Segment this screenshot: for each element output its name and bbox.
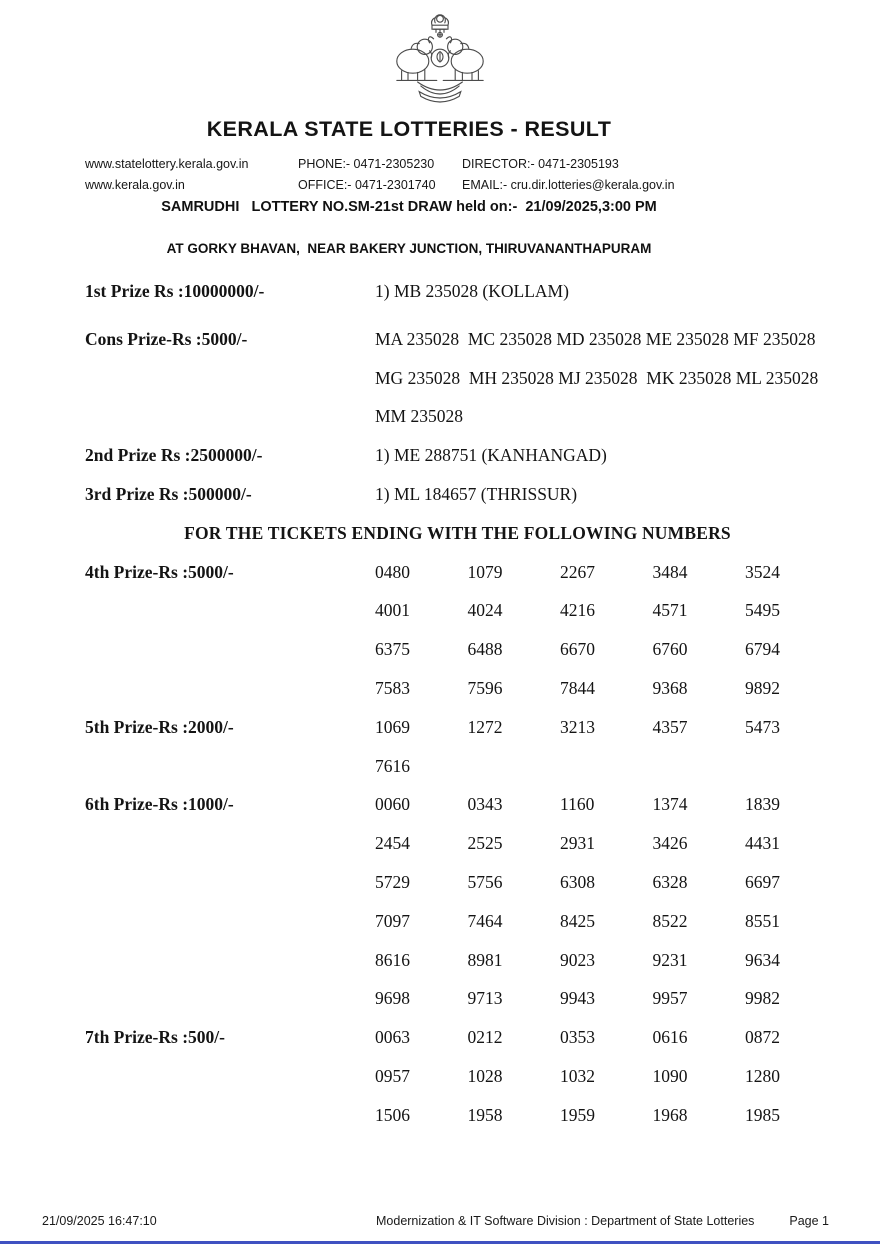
winning-number: 0872 bbox=[745, 1027, 780, 1048]
winning-number: 0343 bbox=[467, 794, 503, 815]
winning-number: 5473 bbox=[745, 716, 780, 737]
winning-numbers-grid-4th bbox=[375, 562, 838, 717]
contact-block bbox=[85, 157, 818, 192]
winning-number: 9957 bbox=[652, 988, 688, 1009]
winning-number: 6670 bbox=[560, 639, 595, 660]
winning-number: 7616 bbox=[375, 755, 410, 776]
winning-number: 9713 bbox=[467, 988, 503, 1009]
winning-number: 0212 bbox=[467, 1027, 503, 1048]
phone-number: PHONE:- 0471-2305230 bbox=[298, 157, 435, 171]
cons-winners bbox=[375, 329, 818, 445]
kerala-state-emblem-icon bbox=[392, 8, 488, 108]
prize-label-third: 3rd Prize Rs :500000/- bbox=[85, 483, 252, 504]
winning-number: 0353 bbox=[560, 1027, 595, 1048]
winning-number: 4216 bbox=[560, 600, 595, 621]
director-number: DIRECTOR:- 0471-2305193 bbox=[462, 157, 619, 171]
emblem-container bbox=[0, 0, 880, 112]
prize-section-4th bbox=[85, 562, 830, 717]
footer-timestamp: 21/09/2025 16:47:10 bbox=[42, 1214, 157, 1228]
winning-number: 7583 bbox=[375, 677, 410, 698]
winning-number: 3426 bbox=[652, 833, 688, 854]
winning-number: 7097 bbox=[375, 910, 410, 931]
winning-number: 2454 bbox=[375, 833, 410, 854]
winning-number: 6328 bbox=[652, 871, 688, 892]
winning-number: 1032 bbox=[560, 1065, 595, 1086]
winning-number: 9368 bbox=[652, 677, 688, 698]
winning-number: 5495 bbox=[745, 600, 780, 621]
prize-row-second bbox=[85, 445, 830, 484]
prize-label-second: 2nd Prize Rs :2500000/- bbox=[85, 445, 263, 466]
prize-table bbox=[85, 281, 830, 1144]
prize-section-7th bbox=[85, 1027, 830, 1143]
cons-winners-line: MA 235028 MC 235028 MD 235028 ME 235028 MF 235028 bbox=[375, 328, 816, 349]
prize-row-third bbox=[85, 484, 830, 523]
winning-number: 6488 bbox=[467, 639, 503, 660]
winning-number: 6760 bbox=[652, 639, 688, 660]
winning-number: 2267 bbox=[560, 561, 595, 582]
winning-number: 3524 bbox=[745, 561, 780, 582]
cons-winners-line: MG 235028 MH 235028 MJ 235028 MK 235028 ML 235028 bbox=[375, 367, 819, 388]
winning-number: 4357 bbox=[652, 716, 688, 737]
winning-number: 1839 bbox=[745, 794, 780, 815]
winning-number: 8981 bbox=[467, 949, 503, 970]
website-secondary: www.kerala.gov.in bbox=[85, 178, 185, 192]
prize-label-cons: Cons Prize-Rs :5000/- bbox=[85, 328, 248, 349]
winning-number: 6794 bbox=[745, 639, 780, 660]
footer-page-number: Page 1 bbox=[789, 1214, 829, 1228]
winning-number: 9943 bbox=[560, 988, 595, 1009]
prize-section-5th bbox=[85, 717, 830, 795]
venue-line: AT GORKY BHAVAN, NEAR BAKERY JUNCTION, THIRUVANANTHAPURAM bbox=[166, 241, 652, 256]
winning-number: 8522 bbox=[652, 910, 688, 931]
winning-number: 3213 bbox=[560, 716, 595, 737]
winning-number: 8425 bbox=[560, 910, 595, 931]
third-prize-winner: 1) ML 184657 (THRISSUR) bbox=[375, 483, 578, 504]
winning-number: 1506 bbox=[375, 1104, 410, 1125]
winning-number: 7844 bbox=[560, 677, 595, 698]
winning-number: 9892 bbox=[745, 677, 780, 698]
winning-number: 9231 bbox=[652, 949, 688, 970]
winning-number: 1079 bbox=[467, 561, 503, 582]
winning-number: 1958 bbox=[467, 1104, 503, 1125]
winning-number: 9982 bbox=[745, 988, 780, 1009]
footer-division: Modernization & IT Software Division : Department of State Lotteries bbox=[376, 1214, 755, 1228]
prize-label-4th: 4th Prize-Rs :5000/- bbox=[85, 561, 234, 582]
winning-numbers-grid-5th bbox=[375, 717, 838, 795]
prize-label-5th: 5th Prize-Rs :2000/- bbox=[85, 716, 234, 737]
winning-number: 3484 bbox=[652, 561, 688, 582]
winning-number: 5756 bbox=[467, 871, 503, 892]
winning-number: 8551 bbox=[745, 910, 780, 931]
website-primary: www.statelottery.kerala.gov.in bbox=[85, 157, 249, 171]
winning-number: 1374 bbox=[652, 794, 688, 815]
prize-row-cons bbox=[85, 329, 830, 445]
winning-number: 9634 bbox=[745, 949, 780, 970]
winning-numbers-grid-7th bbox=[375, 1027, 838, 1143]
first-prize-winner: 1) MB 235028 (KOLLAM) bbox=[375, 281, 569, 301]
winning-number: 7596 bbox=[467, 677, 503, 698]
winning-number: 1272 bbox=[467, 716, 503, 737]
winning-number: 0063 bbox=[375, 1027, 410, 1048]
winning-number: 1160 bbox=[560, 794, 595, 815]
winning-number: 9698 bbox=[375, 988, 410, 1009]
winning-number: 2525 bbox=[467, 833, 503, 854]
winning-number: 4001 bbox=[375, 600, 410, 621]
prize-label-7th: 7th Prize-Rs :500/- bbox=[85, 1027, 225, 1048]
winning-number: 4024 bbox=[467, 600, 503, 621]
winning-number: 0616 bbox=[652, 1027, 688, 1048]
winning-number: 1028 bbox=[467, 1065, 503, 1086]
winning-number: 8616 bbox=[375, 949, 410, 970]
winning-number: 5729 bbox=[375, 871, 410, 892]
office-number: OFFICE:- 0471-2301740 bbox=[298, 178, 436, 192]
prize-label-first: 1st Prize Rs :10000000/- bbox=[85, 281, 265, 301]
winning-number: 6375 bbox=[375, 639, 410, 660]
winning-number: 4431 bbox=[745, 833, 780, 854]
winning-number: 1968 bbox=[652, 1104, 688, 1125]
second-prize-winner: 1) ME 288751 (KANHANGAD) bbox=[375, 445, 607, 466]
draw-headline: SAMRUDHI LOTTERY NO.SM-21st DRAW held on:- 21/09/2025,3:00 PM bbox=[161, 199, 657, 215]
winning-number: 0957 bbox=[375, 1065, 410, 1086]
winning-number: 1985 bbox=[745, 1104, 780, 1125]
email-address: EMAIL:- cru.dir.lotteries@kerala.gov.in bbox=[462, 178, 675, 192]
winning-number: 6697 bbox=[745, 871, 780, 892]
winning-numbers-grid-6th bbox=[375, 794, 838, 1027]
winning-number: 0060 bbox=[375, 794, 410, 815]
winning-number: 4571 bbox=[652, 600, 688, 621]
cons-winners-line: MM 235028 bbox=[375, 406, 463, 427]
prize-section-6th bbox=[85, 794, 830, 1027]
winning-number: 0480 bbox=[375, 561, 410, 582]
ending-numbers-heading: FOR THE TICKETS ENDING WITH THE FOLLOWING NUMBERS bbox=[184, 522, 731, 543]
winning-number: 1069 bbox=[375, 716, 410, 737]
page-title: KERALA STATE LOTTERIES - RESULT bbox=[206, 117, 612, 141]
winning-number: 6308 bbox=[560, 871, 595, 892]
winning-number: 1959 bbox=[560, 1104, 595, 1125]
prize-label-6th: 6th Prize-Rs :1000/- bbox=[85, 794, 234, 815]
winning-number: 9023 bbox=[560, 949, 595, 970]
prize-row-first bbox=[85, 281, 830, 320]
winning-number: 1090 bbox=[652, 1065, 688, 1086]
winning-number: 7464 bbox=[467, 910, 503, 931]
winning-number: 1280 bbox=[745, 1065, 780, 1086]
winning-number: 2931 bbox=[560, 833, 595, 854]
